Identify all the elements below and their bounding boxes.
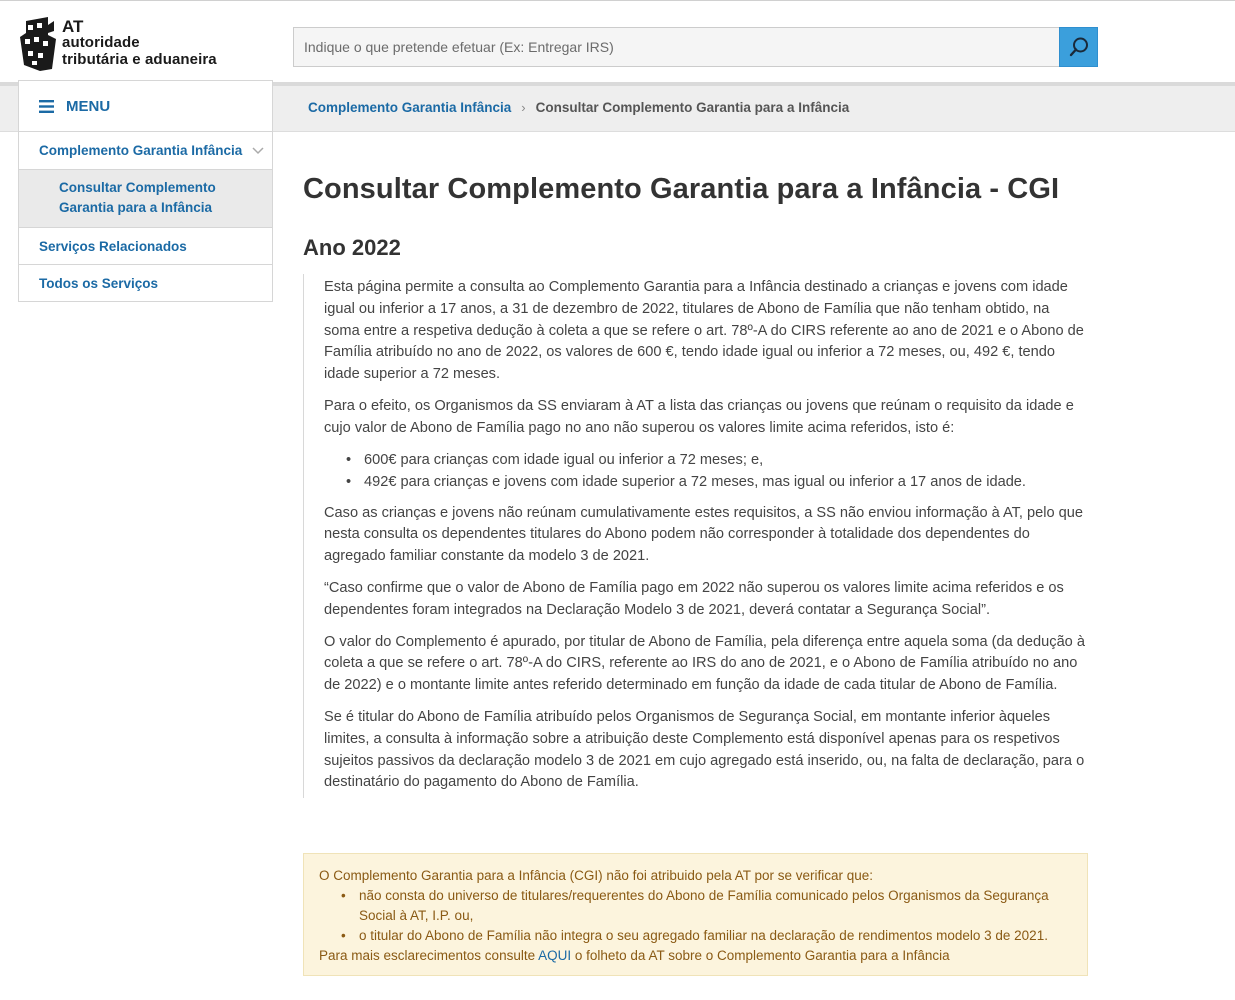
sidebar-item-servicos-relacionados[interactable] xyxy=(19,228,272,265)
notice-list xyxy=(339,886,1072,946)
sidebar-item-label: Complemento Garantia Infância xyxy=(39,143,243,158)
notice-footer-before: Para mais esclarecimentos consulte xyxy=(319,948,539,963)
notice-list-item: • o titular do Abono de Família não integra o seu agregado familiar na declaração de rendimentos modelo 3 de 2021. xyxy=(339,926,1072,946)
paragraph: Esta página permite a consulta ao Complemento Garantia para a Infância destinado a crianças e jovens com idade igual ou inferior a 17 anos, a 31 de dezembro de 2022, titulares de Abono de Família que não tenham obtido, na soma entre a respetiva dedução à coleta a que se refere o art. 78º-A do CIRS referente ao ano de 2021 e o Abono de Família atribuído no ano de 2022, os valores de 600 €, tendo idade igual ou inferior a 72 meses, ou, 492 €, tendo idade superior a 72 meses. xyxy=(324,279,1084,383)
warning-notice xyxy=(303,853,1088,976)
sidebar-item-label: Serviços Relacionados xyxy=(39,238,187,254)
aqui-link[interactable]: AQUI xyxy=(538,948,572,963)
at-emblem-icon xyxy=(18,15,58,73)
breadcrumb-parent-link[interactable]: Complemento Garantia Infância xyxy=(308,100,512,115)
sidebar-item-complemento-garantia-infancia[interactable] xyxy=(19,132,272,170)
logo-text xyxy=(62,19,217,68)
menu-toggle-button[interactable] xyxy=(19,81,272,132)
search-box xyxy=(293,27,1060,67)
paragraph: Caso as crianças e jovens não reúnam cumulativamente estes requisitos, a SS não enviou informação à AT, pelo que nesta consulta os dependentes titulares do Abono podem não corresponder à totalidade dos dependentes do agregado familiar constante da modelo 3 de 2021. xyxy=(324,504,1084,565)
sidebar-menu xyxy=(18,80,273,302)
logo-line-1: autoridade xyxy=(62,34,140,51)
hamburger-icon xyxy=(39,100,54,113)
notice-intro: O Complemento Garantia para a Infância (CGI) não foi atribuido pela AT por se verificar que: xyxy=(319,868,874,883)
at-logo[interactable] xyxy=(18,15,248,75)
paragraph: “Caso confirme que o valor de Abono de Família pago em 2022 não superou os valores limite acima referidos e os dependentes foram integrados na Declaração Modelo 3 de 2021, deverá contatar a Segurança Social”. xyxy=(324,579,1064,618)
list-item: • 492€ para crianças e jovens com idade superior a 72 meses, mas igual ou inferior a 17 anos de idade. xyxy=(344,471,1088,493)
logo-line-2: tributária e aduaneira xyxy=(62,51,217,68)
logo-abbr: AT xyxy=(62,17,84,36)
sidebar-item-todos-os-servicos[interactable] xyxy=(19,265,272,301)
section-title: Ano 2022 xyxy=(303,235,401,260)
breadcrumb-current: Consultar Complemento Garantia para a Infância xyxy=(535,100,850,115)
main-content xyxy=(303,170,1088,798)
search-input[interactable] xyxy=(294,28,1060,66)
site-header xyxy=(0,0,1235,82)
paragraph: Para o efeito, os Organismos da SS enviaram à AT a lista das crianças ou jovens que reúnam o requisito da idade e cujo valor de Abono de Família pago no ano não superou os valores limite acima referidos, isto é: xyxy=(324,397,1074,436)
menu-label: MENU xyxy=(66,97,111,115)
paragraph: Se é titular do Abono de Família atribuído pelos Organismos de Segurança Social, em montante inferior àqueles limites, a consulta à informação sobre a atribuição deste Complemento está disponível apenas para os respetivos sujeitos passivos da declaração modelo 3 de 2021 em cujo agregado está inserido, ou, na falta de declaração, para o destinatário do pagamento do Abono de Família. xyxy=(324,708,1085,791)
sidebar-subitem-consultar-cgi[interactable]: Consultar Complemento Garantia para a Infância xyxy=(19,170,272,228)
sidebar-item-label: Todos os Serviços xyxy=(39,275,159,291)
search-icon xyxy=(1068,36,1090,58)
search-button[interactable] xyxy=(1059,27,1098,67)
chevron-right-icon: › xyxy=(521,100,526,115)
breadcrumb xyxy=(308,100,849,115)
notice-footer xyxy=(319,946,1072,966)
paragraph: O valor do Complemento é apurado, por titular de Abono de Família, pela diferença entre aquela soma (da dedução à coleta a que se refere o art. 78º-A do CIRS, referente ao IRS do ano de 2021, e o Abono de Família atribuído no ano de 2022) e o montante limite antes referido determinado em função da idade de cada titular de Abono de Família. xyxy=(324,633,1085,694)
content-body xyxy=(303,274,1088,798)
notice-list-item: • não consta do universo de titulares/requerentes do Abono de Família comunicado pelos Organismos da Segurança Social à AT, I.P. ou, xyxy=(339,886,1072,926)
page-title: Consultar Complemento Garantia para a Infância - CGI xyxy=(303,173,1060,205)
list-item: • 600€ para crianças com idade igual ou inferior a 72 meses; e, xyxy=(344,449,1088,471)
limits-list xyxy=(344,449,1088,493)
chevron-down-icon xyxy=(252,147,264,155)
notice-footer-after: o folheto da AT sobre o Complemento Garantia para a Infância xyxy=(571,948,950,963)
